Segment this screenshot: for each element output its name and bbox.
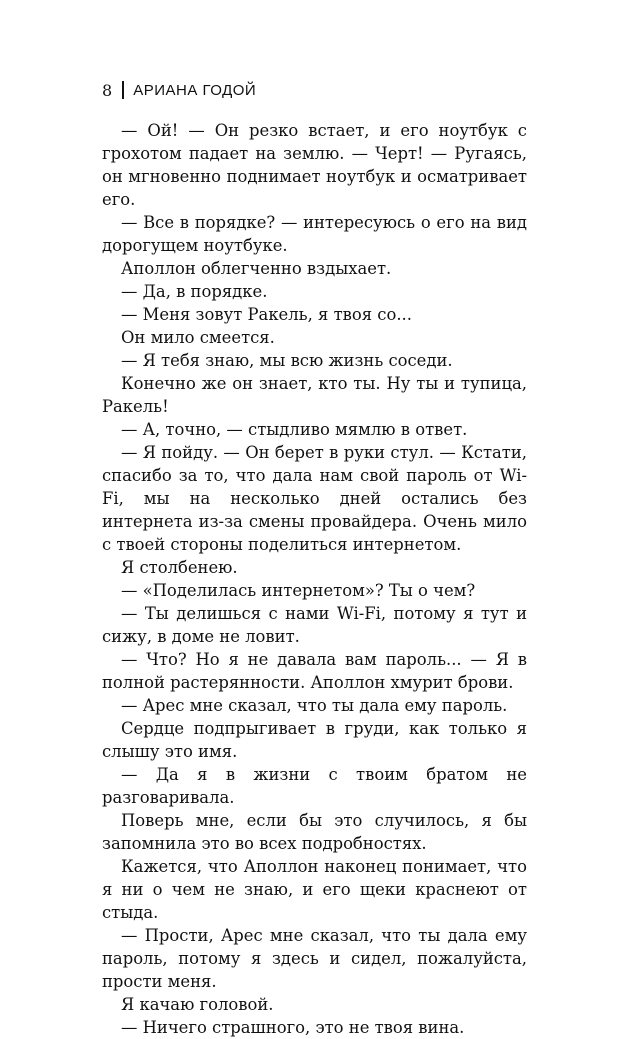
paragraph: Я столбенею. (121, 558, 238, 577)
header-divider (122, 81, 124, 99)
paragraph: — Меня зовут Ракель, я твоя со... (121, 305, 412, 324)
paragraph: — Я пойду. — Он берет в руки стул. — Кстати, спасибо за то, что дала нам свой пароль от Wi-Fi, мы на несколько дней остались без интернета из-за смены провайдера. Очень мило с твоей стороны поделиться интернетом. (102, 443, 527, 554)
paragraph: — «Поделилась интернетом»? Ты о чем? (121, 581, 476, 600)
paragraph: Сердце подпрыгивает в груди, как только я слышу это имя. (102, 719, 527, 761)
body-text (102, 119, 527, 1039)
paragraph: — Что? Но я не давала вам пароль... — Я в полной растерянности. Аполлон хмурит брови. (102, 650, 527, 692)
author-name: АРИАНА ГОДОЙ (133, 81, 257, 99)
paragraph: Кажется, что Аполлон наконец понимает, что я ни о чем не знаю, и его щеки краснеют от стыда. (102, 857, 527, 922)
paragraph: Конечно же он знает, кто ты. Ну ты и тупица, Ракель! (102, 374, 527, 416)
running-head (102, 80, 256, 100)
paragraph: — Все в порядке? — интересуюсь о его на вид дорогущем ноутбуке. (102, 213, 527, 255)
paragraph: — Да я в жизни с твоим братом не разговаривала. (102, 765, 527, 807)
paragraph: Поверь мне, если бы это случилось, я бы запомнила это во всех подробностях. (102, 811, 527, 853)
paragraph: Аполлон облегченно вздыхает. (121, 259, 392, 278)
page-number: 8 (102, 80, 113, 100)
paragraph: Я качаю головой. (121, 995, 274, 1014)
paragraph: — А, точно, — стыдливо мямлю в ответ. (121, 420, 468, 439)
paragraph: — Да, в порядке. (121, 282, 268, 301)
paragraph: — Арес мне сказал, что ты дала ему пароль. (121, 696, 508, 715)
paragraph: Он мило смеется. (121, 328, 275, 347)
paragraph: — Прости, Арес мне сказал, что ты дала ему пароль, потому я здесь и сидел, пожалуйста, прости меня. (102, 926, 527, 991)
paragraph: — Ничего страшного, это не твоя вина. (121, 1018, 465, 1037)
paragraph: — Ой! — Он резко встает, и его ноутбук с грохотом падает на землю. — Черт! — Ругаясь, он мгновенно поднимает ноутбук и осматривает его. (102, 121, 527, 209)
paragraph: — Ты делишься с нами Wi-Fi, потому я тут и сижу, в доме не ловит. (102, 604, 527, 646)
paragraph: — Я тебя знаю, мы всю жизнь соседи. (121, 351, 453, 370)
